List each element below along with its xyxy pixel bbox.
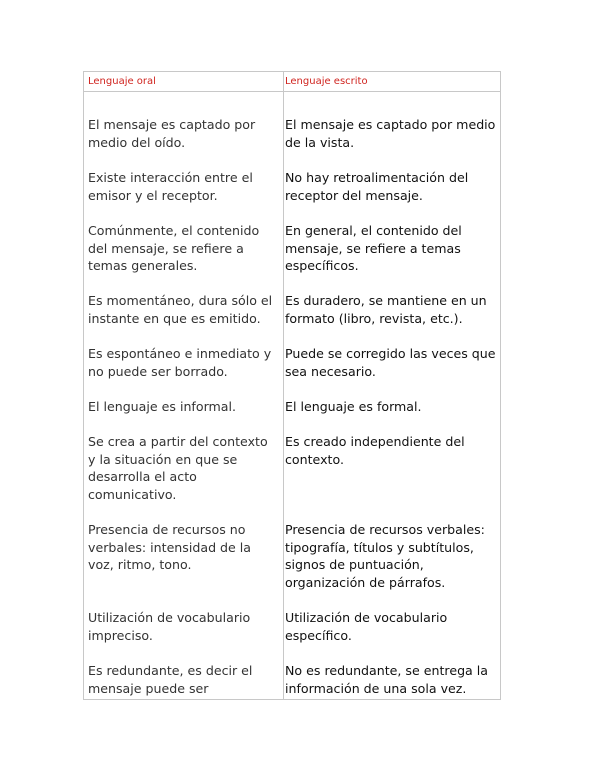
cell-line: receptor del mensaje. [285, 187, 423, 203]
cell-line: Se crea a partir del contexto [88, 434, 268, 449]
cell-line: Puede se corregido las veces que [285, 346, 496, 361]
column-divider [283, 72, 284, 699]
cell-line: En general, el contenido del [285, 223, 462, 238]
cell-line: comunicativo. [88, 486, 177, 502]
cell-line: específicos. [285, 258, 359, 274]
cell-line: Presencia de recursos no [88, 522, 246, 537]
cell-line: organización de párrafos. [285, 574, 446, 590]
comparison-table [83, 71, 501, 700]
cell-lenguaje-escrito [285, 398, 422, 416]
cell-lenguaje-escrito [285, 345, 496, 380]
cell-line: y la situación en que se [88, 451, 238, 467]
cell-line: signos de puntuación, [285, 557, 424, 573]
cell-line: No es redundante, se entrega la [285, 663, 488, 678]
cell-line: formato (libro, revista, etc.). [285, 310, 463, 326]
header-lenguaje-oral: Lenguaje oral [88, 76, 156, 87]
cell-lenguaje-escrito [285, 222, 462, 275]
cell-line: voz, ritmo, tono. [88, 557, 192, 573]
cell-line: Utilización de vocabulario [285, 610, 448, 625]
cell-lenguaje-escrito [285, 433, 465, 468]
cell-line: Existe interacción entre el [88, 170, 253, 185]
cell-line: impreciso. [88, 627, 153, 643]
cell-line: mensaje, se refiere a temas [285, 240, 461, 256]
cell-lenguaje-oral [88, 662, 252, 697]
cell-line: emisor y el receptor. [88, 187, 218, 203]
cell-lenguaje-escrito [285, 662, 488, 697]
cell-line: desarrolla el acto [88, 469, 197, 485]
header-lenguaje-escrito: Lenguaje escrito [285, 76, 368, 87]
cell-lenguaje-oral [88, 609, 250, 644]
cell-lenguaje-oral [88, 116, 255, 151]
cell-lenguaje-oral [88, 345, 271, 380]
cell-lenguaje-escrito [285, 116, 495, 151]
cell-line: Presencia de recursos verbales: [285, 522, 485, 537]
cell-lenguaje-oral [88, 222, 259, 275]
cell-lenguaje-oral [88, 398, 236, 416]
cell-line: instante en que es emitido. [88, 310, 261, 326]
cell-line: específico. [285, 627, 352, 643]
cell-lenguaje-escrito [285, 169, 468, 204]
cell-lenguaje-escrito [285, 521, 485, 591]
cell-line: El mensaje es captado por medio [285, 117, 496, 132]
cell-line: de la vista. [285, 134, 355, 150]
cell-lenguaje-oral [88, 433, 268, 503]
cell-line: Utilización de vocabulario [88, 610, 251, 625]
cell-line: temas generales. [88, 258, 198, 274]
cell-line: Es espontáneo e inmediato y [88, 346, 272, 361]
cell-line: del mensaje, se refiere a [88, 240, 244, 256]
cell-line: información de una sola vez. [285, 680, 467, 696]
cell-line: no puede ser borrado. [88, 363, 228, 379]
cell-line: Comúnmente, el contenido [88, 223, 260, 238]
cell-lenguaje-oral [88, 292, 272, 327]
cell-line: Es duradero, se mantiene en un [285, 293, 487, 308]
cell-lenguaje-escrito [285, 292, 487, 327]
cell-line: contexto. [285, 451, 344, 467]
cell-line: El lenguaje es formal. [285, 399, 422, 414]
cell-line: No hay retroalimentación del [285, 170, 469, 185]
cell-line: Es creado independiente del [285, 434, 465, 449]
cell-line: tipografía, títulos y subtítulos, [285, 539, 474, 555]
cell-line: mensaje puede ser [88, 680, 209, 696]
cell-lenguaje-oral [88, 521, 251, 574]
cell-line: El lenguaje es informal. [88, 399, 237, 414]
cell-line: sea necesario. [285, 363, 376, 379]
cell-line: El mensaje es captado por [88, 117, 256, 132]
cell-line: verbales: intensidad de la [88, 539, 252, 555]
cell-line: Es redundante, es decir el [88, 663, 253, 678]
header-divider [84, 91, 500, 92]
cell-lenguaje-escrito [285, 609, 447, 644]
cell-line: Es momentáneo, dura sólo el [88, 293, 273, 308]
cell-line: medio del oído. [88, 134, 186, 150]
cell-lenguaje-oral [88, 169, 253, 204]
